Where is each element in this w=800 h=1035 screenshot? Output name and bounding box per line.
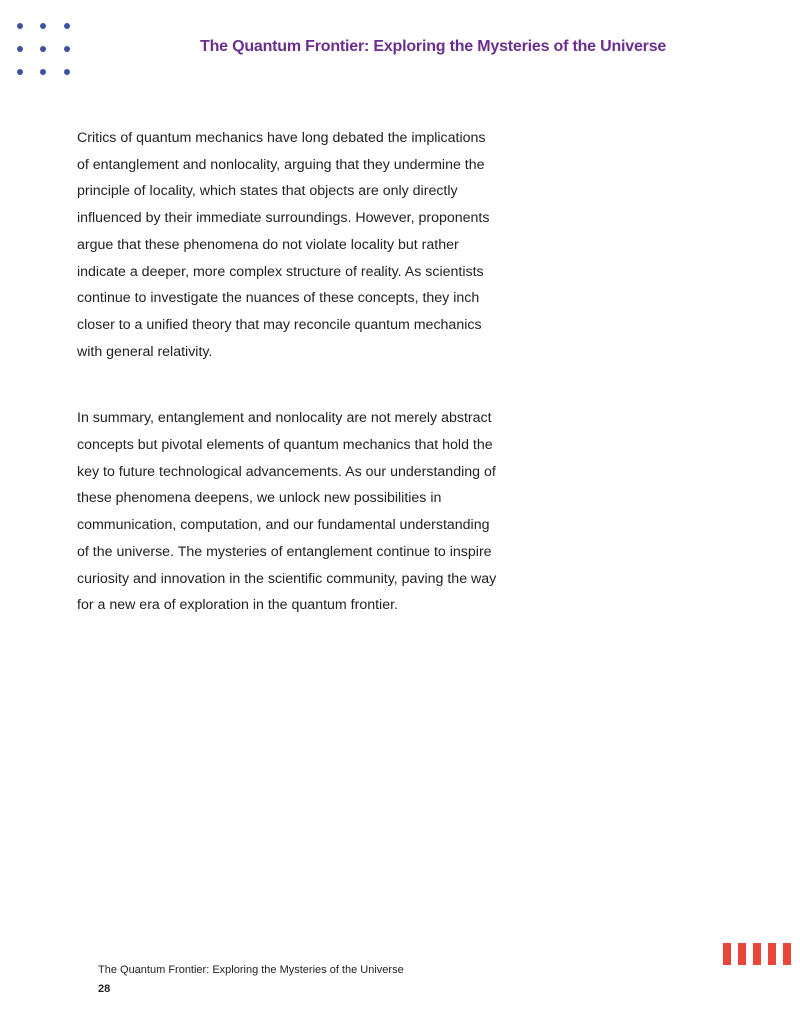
dot bbox=[17, 69, 23, 75]
page-number: 28 bbox=[98, 983, 111, 995]
dot bbox=[64, 69, 70, 75]
dot bbox=[40, 46, 46, 52]
main-content bbox=[77, 125, 497, 659]
stripe bbox=[738, 943, 746, 965]
dot bbox=[64, 23, 70, 29]
dot bbox=[40, 69, 46, 75]
paragraph: Critics of quantum mechanics have long debated the implications of entanglement and nonlocality, arguing that they undermine the principle of locality, which states that objects are only directly influenced by their immediate surroundings. However, proponents argue that these phenomena do not violate locality but rather indicate a deeper, more complex structure of reality. As scientists continue to investigate the nuances of these concepts, they inch closer to a unified theory that may reconcile quantum mechanics with general relativity. bbox=[77, 130, 490, 360]
stripe bbox=[753, 943, 761, 965]
bar-stripes-decoration bbox=[723, 943, 793, 965]
stripe bbox=[723, 943, 731, 965]
dot-grid-decoration bbox=[17, 23, 77, 79]
dot bbox=[64, 46, 70, 52]
header-title: The Quantum Frontier: Exploring the Mysteries of the Universe bbox=[200, 38, 667, 55]
dot bbox=[40, 23, 46, 29]
dot bbox=[17, 46, 23, 52]
stripe bbox=[783, 943, 791, 965]
paragraph: In summary, entanglement and nonlocality are not merely abstract concepts but pivotal elements of quantum mechanics that hold the key to future technological advancements. As our understanding of these phenomena deepens, we unlock new possibilities in communication, computation, and our fundamental understanding of the universe. The mysteries of entanglement continue to inspire curiosity and innovation in the scientific community, paving the way for a new era of exploration in the quantum frontier. bbox=[77, 410, 497, 614]
footer-title: The Quantum Frontier: Exploring the Mysteries of the Universe bbox=[98, 964, 404, 976]
stripe bbox=[768, 943, 776, 965]
dot bbox=[17, 23, 23, 29]
